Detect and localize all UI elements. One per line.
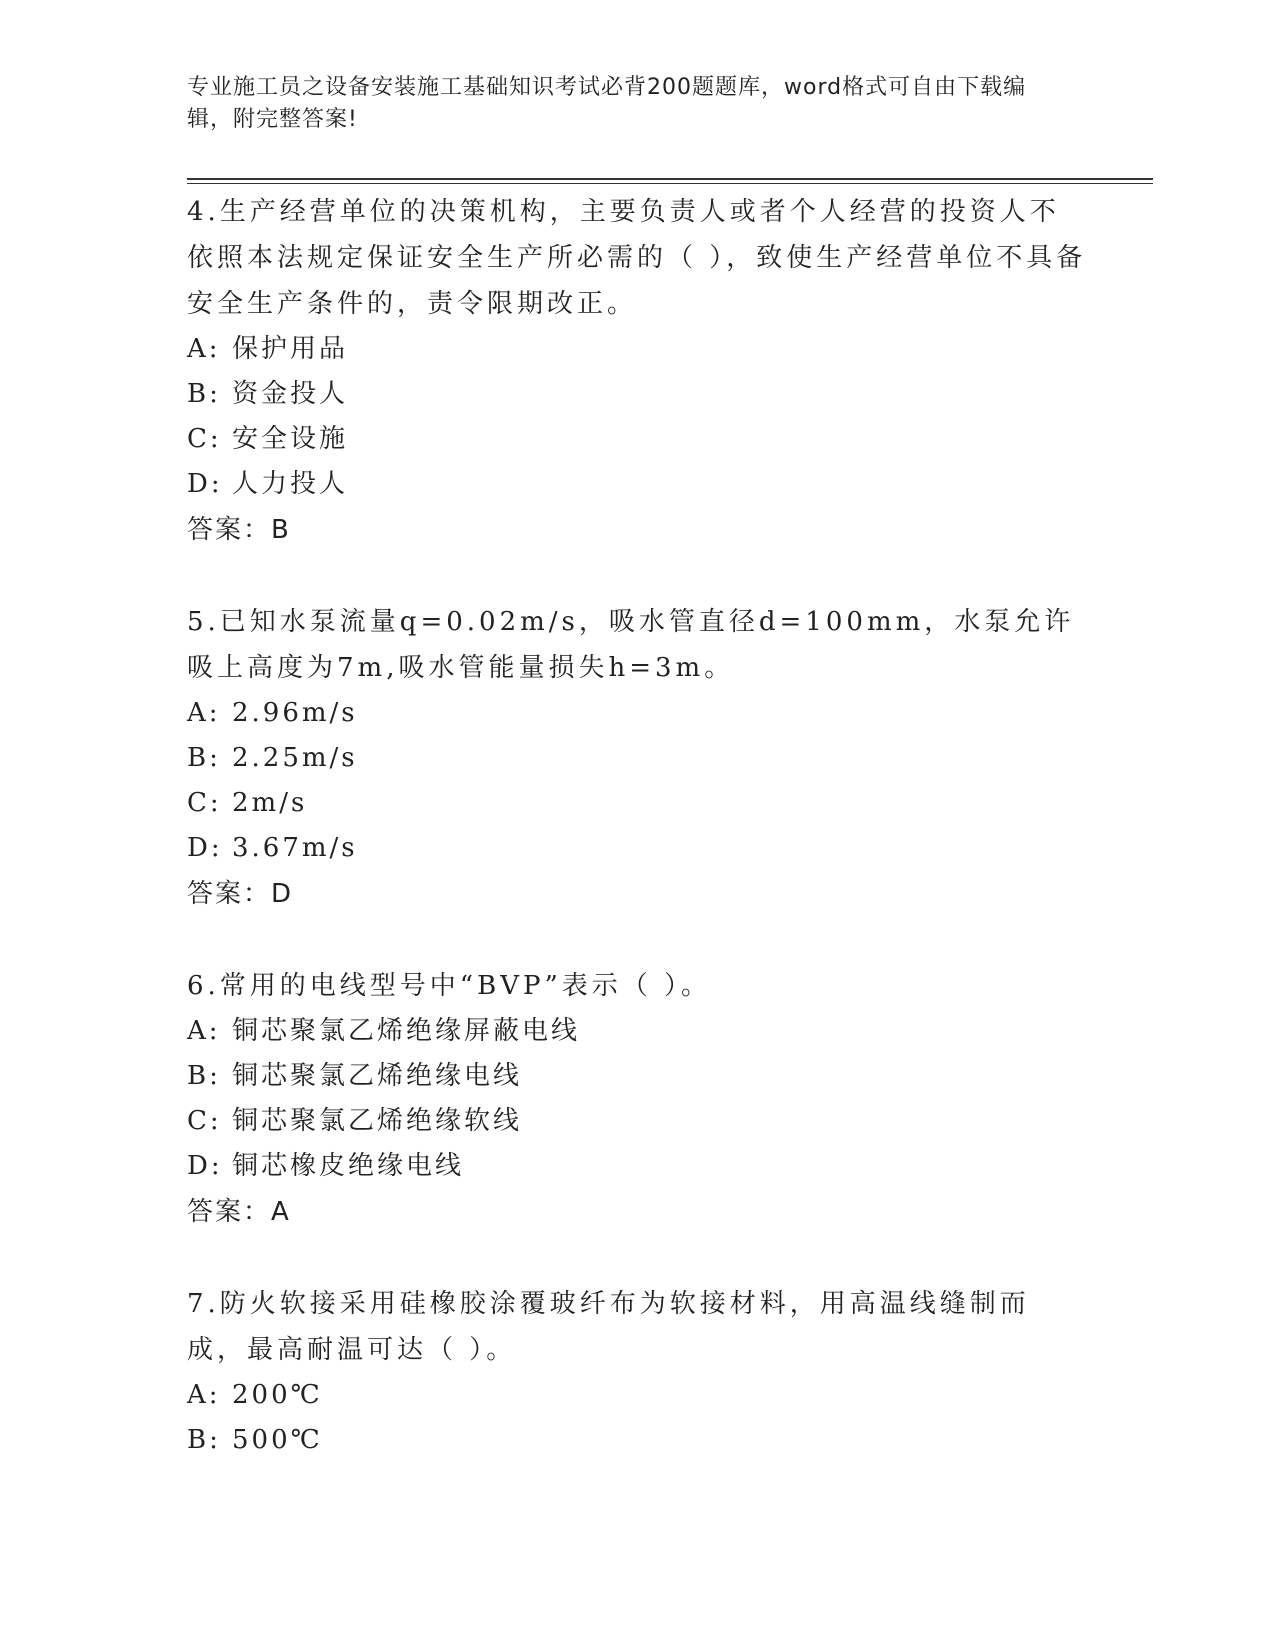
question-4 — [187, 189, 1087, 553]
question-5 — [187, 599, 1087, 917]
option-text: 2.96m/s — [232, 698, 358, 728]
option-c — [187, 1099, 1087, 1144]
option-letter: B: — [187, 1425, 221, 1455]
option-letter: C: — [187, 1106, 222, 1136]
option-d — [187, 1144, 1087, 1189]
option-b — [187, 1054, 1087, 1099]
answer-line: 答案：A — [187, 1197, 291, 1227]
option-b — [187, 736, 1087, 781]
option-letter: A: — [187, 1380, 221, 1410]
option-d — [187, 826, 1087, 871]
question-text: 6.常用的电线型号中“BVP”表示（ ）。 — [187, 971, 712, 1001]
option-text: 铜芯聚氯乙烯绝缘电线 — [232, 1061, 523, 1091]
option-letter: C: — [187, 788, 222, 818]
option-text: 500℃ — [232, 1425, 323, 1455]
option-letter: D: — [187, 469, 223, 499]
question-6 — [187, 963, 1087, 1235]
option-text: 铜芯聚氯乙烯绝缘屏蔽电线 — [232, 1016, 581, 1046]
option-a — [187, 327, 1087, 372]
option-a — [187, 691, 1087, 736]
option-b — [187, 1418, 1087, 1463]
option-text: 安全设施 — [232, 424, 349, 454]
option-letter: D: — [187, 1151, 223, 1181]
option-text: 保护用品 — [232, 334, 349, 364]
answer-line: 答案：D — [187, 879, 294, 909]
option-letter: A: — [187, 1016, 221, 1046]
option-text: 2.25m/s — [232, 743, 358, 773]
option-letter: C: — [187, 424, 222, 454]
option-letter: B: — [187, 1061, 221, 1091]
option-text: 铜芯橡皮绝缘电线 — [232, 1151, 465, 1181]
option-text: 铜芯聚氯乙烯绝缘软线 — [232, 1106, 523, 1136]
option-letter: B: — [187, 743, 221, 773]
option-c — [187, 781, 1087, 826]
header-divider-thin — [187, 183, 1153, 184]
option-letter: D: — [187, 833, 223, 863]
question-text: 7.防火软接采用硅橡胶涂覆玻纤布为软接材料，用高温线缝制而成，最高耐温可达（ ）。 — [187, 1289, 1030, 1365]
question-text: 4.生产经营单位的决策机构，主要负责人或者个人经营的投资人不依照本法规定保证安全生产所必需的（ ），致使生产经营单位不具备安全生产条件的，责令限期改正。 — [187, 197, 1087, 319]
option-text: 2m/s — [232, 788, 308, 818]
option-text: 3.67m/s — [232, 833, 358, 863]
question-text: 5.已知水泵流量q=0.02m/s，吸水管直径d=100mm，水泵允许吸上高度为7m,吸水管能量损失h=3m。 — [187, 607, 1075, 683]
question-7 — [187, 1281, 1087, 1463]
option-a — [187, 1373, 1087, 1418]
option-text: 200℃ — [232, 1380, 323, 1410]
option-letter: A: — [187, 334, 221, 364]
option-letter: B: — [187, 379, 221, 409]
question-list — [187, 189, 1087, 1509]
header-divider — [187, 178, 1153, 180]
option-letter: A: — [187, 698, 221, 728]
option-c — [187, 417, 1087, 462]
answer-line: 答案：B — [187, 515, 291, 545]
option-d — [187, 462, 1087, 507]
option-text: 资金投人 — [232, 379, 349, 409]
option-text: 人力投人 — [232, 469, 349, 499]
option-b — [187, 372, 1087, 417]
document-header: 专业施工员之设备安装施工基础知识考试必背200题题库，word格式可自由下载编辑，附完整答案! — [187, 75, 1027, 132]
option-a — [187, 1009, 1087, 1054]
